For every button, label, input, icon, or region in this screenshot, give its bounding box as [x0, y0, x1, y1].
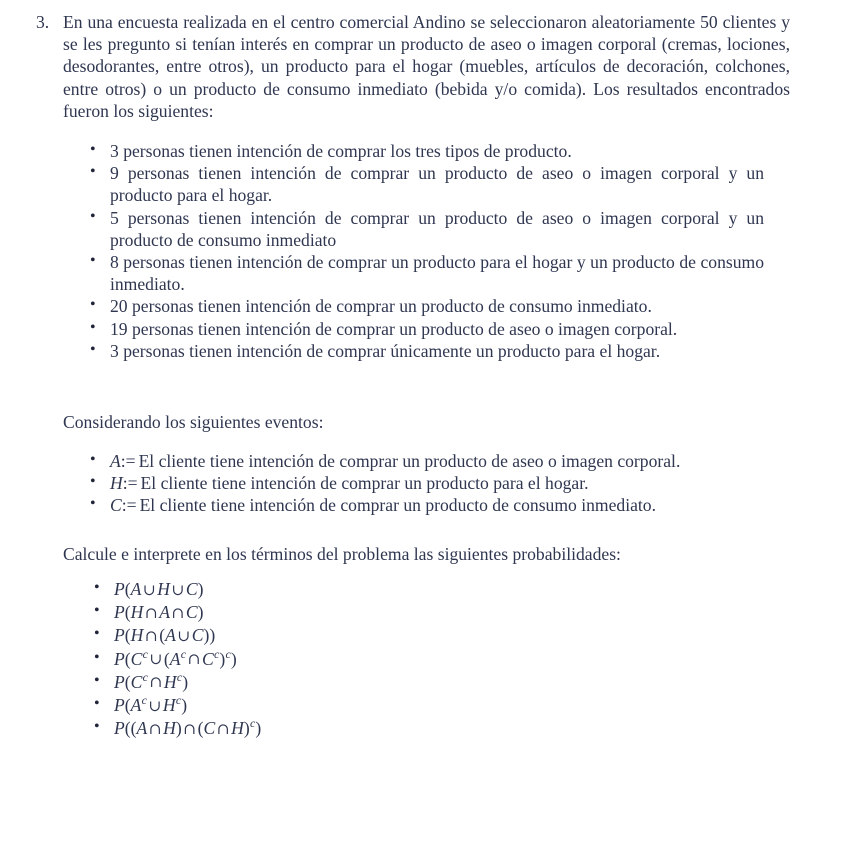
- probability-expression-5: $P(C^c\cap H^c)$: [114, 669, 189, 692]
- list-item: [92, 694, 592, 717]
- definition-operator: :=: [121, 495, 137, 516]
- list-item: [88, 494, 764, 516]
- list-item: • 8 personas tienen intención de comprar un producto para el hogar y un producto de consumo inmediato.: [88, 251, 764, 295]
- list-item: • 9 personas tienen intención de comprar un producto de aseo o imagen corporal y un producto para el hogar.: [88, 162, 764, 206]
- list-item: • 20 personas tienen intención de comprar un producto de consumo inmediato.: [88, 295, 764, 317]
- list-item: • 3 personas tienen intención de comprar los tres tipos de producto.: [88, 140, 764, 162]
- probabilities-lead-text: Calcule e interprete en los términos del problema las siguientes probabilidades:: [63, 544, 621, 564]
- list-item: [92, 601, 592, 624]
- probability-expression-3: P(H∩(A∪C)): [114, 625, 216, 646]
- list-item: [92, 624, 592, 647]
- event-symbol-h: H: [110, 473, 123, 494]
- list-item: [92, 717, 592, 740]
- list-item: • 5 personas tienen intención de comprar un producto de aseo o imagen corporal y un producto de consumo inmediato: [88, 207, 764, 251]
- problem-intro-paragraph: En una encuesta realizada en el centro comercial Andino se seleccionaron aleatoriamente 50 clientes y se les pregunto si tenían interés en comprar un producto de aseo o imagen corporal (cremas, lociones, desodorantes, entre otros), un producto para el hogar (muebles, artículos de decoración, colchones, entre otros) o un producto de consumo inmediato (bebida y/o comida). Los resultados encontrados fueron los siguientes:: [63, 12, 790, 121]
- problem-number: 3.: [36, 12, 50, 32]
- event-symbol-c: C: [110, 495, 122, 516]
- list-item: [92, 671, 592, 694]
- list-item: [88, 472, 764, 494]
- event-symbol-a: A: [110, 451, 121, 471]
- list-item: [88, 450, 764, 472]
- problem-header-row: [36, 11, 826, 122]
- probability-expression-6: $P(A^c\cup H^c)$: [114, 693, 188, 716]
- survey-facts-list: [88, 140, 764, 362]
- event-definition-a: El cliente tiene intención de comprar un producto de aseo o imagen corporal.: [138, 451, 681, 471]
- list-item: [92, 578, 592, 601]
- events-lead-text: Considerando los siguientes eventos:: [63, 412, 324, 432]
- definition-operator: :=: [120, 451, 136, 471]
- event-definition-c: El cliente tiene intención de comprar un producto de consumo inmediato.: [139, 495, 656, 516]
- probability-expression-4: $P(C^c\cup(A^c\cap C^c)^c)$: [114, 646, 237, 669]
- definition-operator: :=: [122, 473, 138, 494]
- events-list: [88, 450, 764, 517]
- problem-intro-body: [63, 11, 826, 122]
- probability-expression-7: P((A∩H)∩(C∩H)$^c$): [114, 716, 262, 739]
- list-item: • 3 personas tienen intención de comprar únicamente un producto para el hogar.: [88, 340, 764, 362]
- probability-expression-1: P(A∪H∪C): [114, 579, 204, 599]
- probability-expression-2: P(H∩A∩C): [114, 602, 204, 623]
- list-item: • 19 personas tienen intención de comprar un producto de aseo o imagen corporal.: [88, 318, 764, 340]
- probabilities-list: [92, 578, 592, 740]
- list-item: [92, 648, 592, 671]
- event-definition-h: El cliente tiene intención de comprar un producto para el hogar.: [140, 473, 589, 494]
- problem-3: [36, 11, 826, 122]
